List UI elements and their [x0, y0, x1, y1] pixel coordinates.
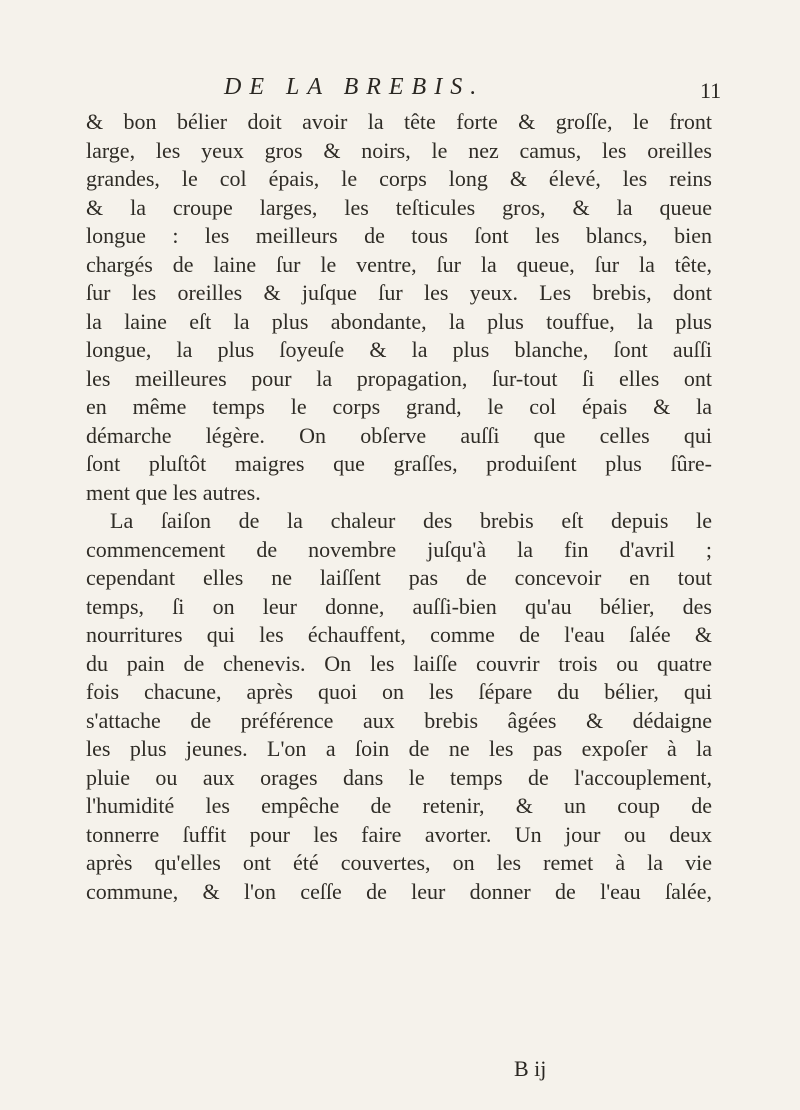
- text-line: tonnerre ſuffit pour les faire avorter. Un jour ou deux: [86, 821, 712, 847]
- body-text: [86, 108, 712, 906]
- text-line: grandes, le col épais, le corps long & élevé, les reins: [86, 166, 712, 191]
- text-line: cependant elles ne laiſſent pas de concevoir en tout: [86, 565, 712, 590]
- text-line: & la croupe larges, les teſticules gros, & la queue: [86, 194, 712, 220]
- text-line: commune, & l'on ceſſe de leur donner de l'eau ſalée,: [86, 878, 712, 904]
- text-line: large, les yeux gros & noirs, le nez camus, les oreilles: [86, 137, 712, 163]
- text-line: ſur les oreilles & juſque ſur les yeux. Les brebis, dont: [86, 280, 712, 305]
- text-line: les plus jeunes. L'on a ſoin de ne les pas expoſer à la: [86, 736, 712, 761]
- text-line: longue : les meilleurs de tous ſont les blancs, bien: [86, 223, 712, 248]
- text-line: s'attache de préférence aux brebis âgées & dédaigne: [86, 707, 712, 733]
- text-line: chargés de laine ſur le ventre, ſur la queue, ſur la tête,: [86, 251, 712, 277]
- text-line: du pain de chenevis. On les laiſſe couvrir trois ou quatre: [86, 650, 712, 676]
- text-line: longue, la plus ſoyeuſe & la plus blanche, ſont auſſi: [86, 337, 712, 362]
- text-line: en même temps le corps grand, le col épais & la: [86, 394, 712, 419]
- text-line: La ſaiſon de la chaleur des brebis eſt depuis le: [110, 508, 712, 533]
- text-line: la laine eſt la plus abondante, la plus touffue, la plus: [86, 308, 712, 334]
- text-line: ment que les autres.: [86, 479, 261, 505]
- text-line: pluie ou aux orages dans le temps de l'accouplement,: [86, 764, 712, 790]
- running-title: DE LA BREBIS.: [224, 74, 485, 100]
- text-line: temps, ſi on leur donne, auſſi-bien qu'au bélier, des: [86, 593, 712, 619]
- page-number: 11: [700, 78, 722, 103]
- text-line: fois chacune, après quoi on les ſépare du bélier, qui: [86, 679, 712, 704]
- text-line: commencement de novembre juſqu'à la fin d'avril ;: [86, 536, 712, 562]
- text-line: après qu'elles ont été couvertes, on les remet à la vie: [86, 850, 712, 875]
- text-line: l'humidité les empêche de retenir, & un coup de: [86, 793, 712, 818]
- running-head: [0, 74, 800, 104]
- text-line: ſont pluſtôt maigres que graſſes, produiſent plus ſûre-: [86, 451, 712, 476]
- text-line: & bon bélier doit avoir la tête forte & groſſe, le front: [86, 109, 712, 134]
- text-line: démarche légère. On obſerve auſſi que celles qui: [86, 422, 712, 448]
- text-line: les meilleures pour la propagation, ſur-tout ſi elles ont: [86, 365, 712, 391]
- text-line: nourritures qui les échauffent, comme de l'eau ſalée &: [86, 622, 712, 647]
- signature-mark: B ij: [514, 1056, 547, 1081]
